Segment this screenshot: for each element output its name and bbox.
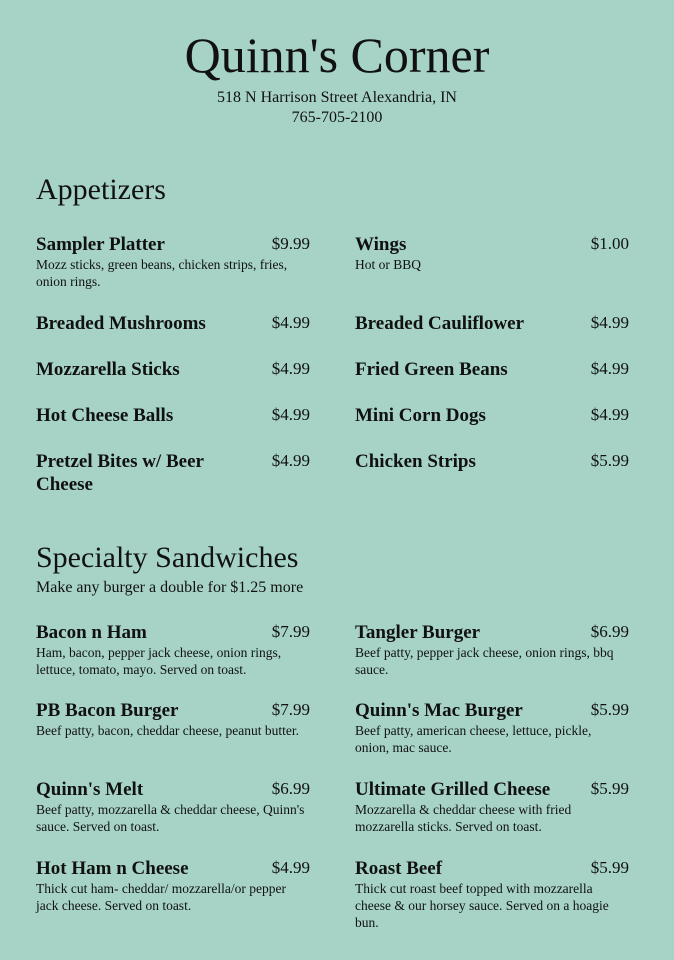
item-price: $1.00 <box>590 234 629 253</box>
item-name: Quinn's Mac Burger <box>355 700 523 721</box>
item-name: Mozzarella Sticks <box>36 359 180 380</box>
item-price: $6.99 <box>590 622 629 641</box>
menu-item <box>355 621 629 678</box>
item-name: Tangler Burger <box>355 622 481 643</box>
item-name: Hot Ham n Cheese <box>36 858 189 879</box>
menu-item <box>36 699 310 739</box>
menu-item <box>36 778 310 835</box>
restaurant-address: 518 N Harrison Street Alexandria, IN <box>217 89 457 106</box>
item-price: $4.99 <box>271 313 310 332</box>
item-price: $4.99 <box>271 359 310 378</box>
item-name: Quinn's Melt <box>36 779 144 800</box>
item-description: Ham, bacon, pepper jack cheese, onion rings, lettuce, tomato, mayo. Served on toast. <box>36 645 282 677</box>
menu-item <box>355 404 629 427</box>
appetizers-heading: Appetizers <box>36 173 166 206</box>
sandwiches-note: Make any burger a double for $1.25 more <box>36 579 304 596</box>
item-description: Mozz sticks, green beans, chicken strips, fries, onion rings. <box>36 257 288 289</box>
menu-item <box>36 312 310 335</box>
sandwiches-heading: Specialty Sandwiches <box>36 541 299 574</box>
menu-item <box>36 621 310 678</box>
item-price: $5.99 <box>590 700 629 719</box>
item-description: Hot or BBQ <box>355 257 422 272</box>
item-price: $4.99 <box>271 858 310 877</box>
menu-item <box>355 233 629 273</box>
restaurant-phone: 765-705-2100 <box>291 109 383 126</box>
item-price: $4.99 <box>271 451 310 470</box>
item-price: $5.99 <box>590 779 629 798</box>
item-description: Thick cut ham- cheddar/ mozzarella/or pepper jack cheese. Served on toast. <box>36 881 287 913</box>
item-name: Wings <box>355 234 407 255</box>
item-description: Beef patty, pepper jack cheese, onion rings, bbq sauce. <box>355 645 614 677</box>
item-price: $5.99 <box>590 451 629 470</box>
item-name: Pretzel Bites w/ Beer Cheese <box>36 451 204 495</box>
item-price: $4.99 <box>271 405 310 424</box>
menu-item <box>36 857 310 914</box>
item-name: Ultimate Grilled Cheese <box>355 779 551 800</box>
menu-header <box>0 26 674 128</box>
item-name: Mini Corn Dogs <box>355 405 486 426</box>
item-price: $7.99 <box>271 622 310 641</box>
item-price: $6.99 <box>271 779 310 798</box>
menu-item <box>355 857 629 931</box>
item-name: Breaded Cauliflower <box>355 313 525 334</box>
item-name: Roast Beef <box>355 858 443 879</box>
item-description: Beef patty, bacon, cheddar cheese, peanut butter. <box>36 723 300 738</box>
menu-item <box>355 358 629 381</box>
restaurant-name: Quinn's Corner <box>184 27 490 83</box>
item-description: Mozzarella & cheddar cheese with fried mozzarella sticks. Served on toast. <box>355 802 572 834</box>
item-price: $7.99 <box>271 700 310 719</box>
item-name: Bacon n Ham <box>36 622 147 643</box>
item-description: Beef patty, american cheese, lettuce, pickle, onion, mac sauce. <box>355 723 592 755</box>
menu-item <box>355 450 629 473</box>
item-price: $4.99 <box>590 313 629 332</box>
item-price: $4.99 <box>590 359 629 378</box>
menu-item <box>355 699 629 756</box>
item-name: Sampler Platter <box>36 234 165 255</box>
item-price: $5.99 <box>590 858 629 877</box>
item-price: $9.99 <box>271 234 310 253</box>
menu-item <box>36 450 310 496</box>
item-description: Beef patty, mozzarella & cheddar cheese, Quinn's sauce. Served on toast. <box>36 802 305 834</box>
menu-item <box>355 778 629 835</box>
menu-item <box>36 404 310 427</box>
item-name: Chicken Strips <box>355 451 476 472</box>
menu-item <box>36 233 310 290</box>
menu-item <box>36 358 310 381</box>
item-price: $4.99 <box>590 405 629 424</box>
item-description: Thick cut roast beef topped with mozzarella cheese & our horsey sauce. Served on a hoagie bun. <box>355 881 609 930</box>
item-name: PB Bacon Burger <box>36 700 179 721</box>
item-name: Fried Green Beans <box>355 359 508 380</box>
item-name: Hot Cheese Balls <box>36 405 174 426</box>
menu-item <box>355 312 629 335</box>
item-name: Breaded Mushrooms <box>36 313 206 334</box>
